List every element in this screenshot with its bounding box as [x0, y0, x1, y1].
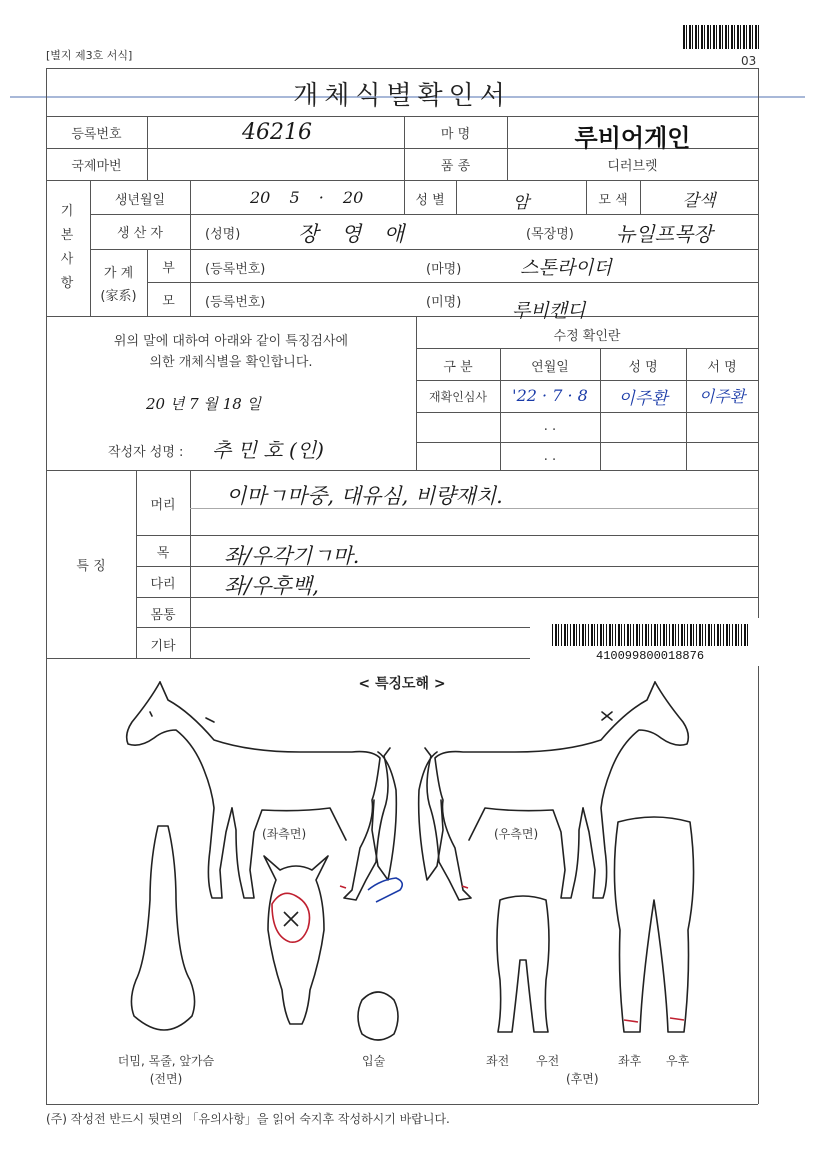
row1-sign: 이주환 [698, 387, 746, 406]
breed-value: 디러브렛 [607, 159, 658, 174]
dam-reg-label: (등록번호) [205, 295, 266, 310]
form-label: [별지 제3호 서식] [46, 49, 133, 62]
front-view-caption: (전면) [149, 1072, 183, 1086]
sire-name-value: 스톤라이더 [520, 257, 612, 279]
rear-legs-view [614, 817, 693, 1032]
right-side-caption: (우측면) [494, 827, 539, 841]
breeder-name-label: (성명) [205, 227, 241, 242]
head-value: 이마ㄱ마중, 대유심, 비량재치. [226, 484, 503, 508]
etc-label: 기타 [150, 639, 176, 654]
breed-label: 품 종 [440, 159, 471, 174]
col-date: 연월일 [531, 360, 569, 375]
sire-name-label: (마명) [426, 262, 462, 277]
leg-value: 좌/우후백, [224, 574, 319, 598]
page-number: 03 [741, 54, 757, 68]
pedigree-label: 가 계 [103, 266, 134, 281]
front-legs-view [497, 896, 549, 1032]
confirm-statement-2: 의한 개체식별을 확인합니다. [149, 355, 313, 370]
right-side-horse [419, 682, 689, 900]
barcode-number: 410099800018876 [596, 649, 705, 663]
dam-name-label: (미명) [426, 295, 462, 310]
revision-title: 수정 확인란 [553, 329, 621, 344]
face-front-view [264, 856, 328, 1024]
col-sign: 서 명 [707, 360, 737, 375]
reg-no-label: 등록번호 [71, 127, 122, 142]
sex-value: 암 [512, 193, 530, 213]
birth-label: 생년월일 [114, 193, 166, 208]
birth-value: 20 5 · 20 [250, 188, 364, 207]
writer-label: 작성자 성명 : [108, 445, 184, 460]
writer-value: 추 민 호 (인) [212, 438, 324, 462]
lips-view [358, 992, 398, 1040]
diagram-title: < 특징도해 > [358, 676, 446, 692]
row1-name: 이주환 [618, 389, 668, 409]
front-caption: 더밈, 목줄, 앞가슴 [117, 1054, 215, 1068]
sex-label: 성 별 [415, 193, 445, 208]
neck-value: 좌/우각기ㄱ마. [224, 544, 360, 568]
front-right-caption: 우전 [536, 1054, 560, 1068]
dam-name-value: 루비캔디 [512, 300, 586, 322]
sire-reg-label: (등록번호) [205, 262, 266, 277]
left-side-caption: (좌측면) [262, 827, 307, 841]
color-value: 갈색 [682, 191, 716, 211]
row3-date: . . [543, 449, 557, 464]
intl-no-label: 국제마번 [71, 159, 122, 174]
horse-name-value: 루비어게인 [574, 124, 691, 152]
head-label: 머리 [150, 498, 176, 513]
pedigree-hanja: (家系) [100, 289, 137, 304]
row1-type: 재확인심사 [429, 390, 487, 404]
reg-no-value: 46216 [242, 120, 312, 145]
dam-label: 모 [162, 294, 175, 309]
leg-label: 다리 [150, 577, 176, 592]
confirm-date: 20 년 7 월 18 일 [146, 395, 262, 413]
color-label: 모 색 [598, 193, 628, 208]
horse-name-label: 마 명 [440, 127, 471, 142]
rear-right-caption: 우후 [666, 1054, 690, 1068]
features-section-label: 특 징 [76, 559, 106, 574]
rear-view-caption: (후면) [566, 1072, 599, 1086]
left-side-horse [127, 682, 397, 900]
col-type: 구 분 [443, 360, 473, 375]
neck-label: 목 [156, 546, 170, 561]
front-left-caption: 좌전 [486, 1054, 510, 1068]
col-name: 성 명 [628, 360, 658, 375]
breeder-label: 생 산 자 [117, 226, 163, 241]
row1-date: '22 · 7 · 8 [512, 386, 588, 405]
basic-section-label: 기본사항 [60, 204, 74, 291]
farm-value: 뉴일프목장 [616, 222, 713, 246]
row2-date: . . [543, 419, 557, 434]
confirm-statement-1: 위의 말에 대하여 아래와 같이 특징검사에 [113, 334, 349, 349]
breeder-name-value: 장 영 애 [298, 222, 405, 246]
footer-note: (주) 작성전 반드시 뒷면의 「유의사항」을 읽어 숙지후 작성하시기 바랍니다. [46, 1112, 450, 1126]
front-neck-view [131, 826, 194, 1030]
lips-caption: 입술 [362, 1054, 386, 1068]
sire-label: 부 [162, 261, 175, 276]
body-label: 몸통 [150, 608, 176, 623]
rear-left-caption: 좌후 [618, 1054, 642, 1068]
farm-label: (목장명) [526, 227, 574, 242]
page-title: 개체식별확인서 [293, 81, 511, 111]
